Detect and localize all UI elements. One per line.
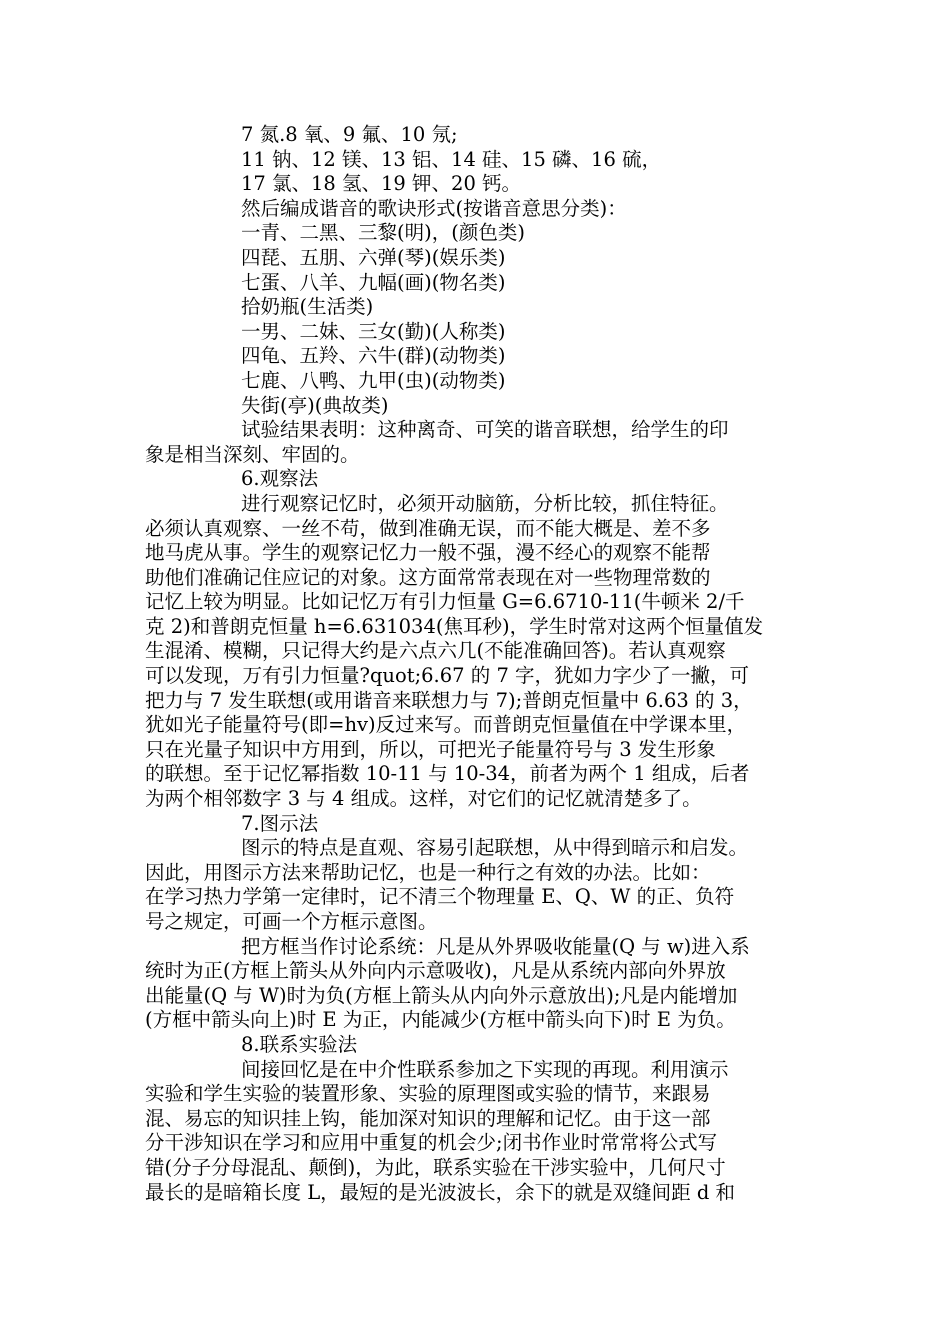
paragraph-line: 图示的特点是直观、容易引起联想，从中得到暗示和启发。 [241, 836, 749, 860]
list-line: 七蛋、八羊、九幅(画)(物名类) [241, 270, 506, 294]
paragraph-line: 混、易忘的知识挂上钩，能加深对知识的理解和记忆。由于这一部 [145, 1106, 711, 1130]
section-heading-6: 6.观察法 [241, 467, 319, 491]
section-7-paragraph-a [145, 836, 805, 934]
list-line: 失街(亭)(典故类) [241, 393, 389, 417]
paragraph-line: 错(分子分母混乱、颠倒)，为此，联系实验在干涉实验中，几何尺寸 [145, 1155, 726, 1179]
paragraph-line: 进行观察记忆时，必须开动脑筋，分析比较，抓住特征。 [241, 491, 729, 515]
section-heading-8: 8.联系实验法 [241, 1032, 358, 1056]
paragraph-line: 间接回忆是在中介性联系参加之下实现的再现。利用演示 [241, 1057, 729, 1081]
element-list [145, 123, 805, 418]
paragraph-line: 生混淆、模糊，只记得大约是六点六几(不能准确回答)。若认真观察 [145, 639, 726, 663]
list-line: 拾奶瓶(生活类) [241, 295, 374, 319]
paragraph-line: 在学习热力学第一定律时，记不清三个物理量 E、Q、W 的正、负符 [145, 885, 735, 909]
paragraph-line: 把力与 7 发生联想(或用谐音来联想力与 7);普朗克恒量中 6.63 的 3， [145, 688, 753, 712]
paragraph-line: 统时为正(方框上箭头从外向内示意吸收)，凡是从系统内部向外界放 [145, 959, 726, 983]
paragraph-line: 地马虎从事。学生的观察记忆力一般不强，漫不经心的观察不能帮 [145, 541, 711, 565]
section-6-paragraph [145, 492, 805, 812]
paragraph-line: 克 2)和普朗克恒量 h=6.631034(焦耳秒)，学生时常对这两个恒量值发 [145, 614, 764, 638]
list-line: 17 氯、18 氢、19 钾、20 钙。 [241, 172, 522, 196]
paragraph-line: 实验和学生实验的装置形象、实验的原理图或实验的情节，来跟易 [145, 1082, 711, 1106]
paragraph-line: 分干涉知识在学习和应用中重复的机会少;闭书作业时常常将公式写 [145, 1131, 718, 1155]
paragraph-line: 犹如光子能量符号(即=hv)反过来写。而普朗克恒量值在中学课本里， [145, 713, 747, 737]
section-heading-7: 7.图示法 [241, 811, 319, 835]
list-line: 七鹿、八鸭、九甲(虫)(动物类) [241, 368, 506, 392]
paragraph-line: 象是相当深刻、牢固的。 [145, 442, 360, 466]
paragraph-line: 必须认真观察、一丝不苟，做到准确无误，而不能大概是、差不多 [145, 516, 711, 540]
paragraph-line: 助他们准确记住应记的对象。这方面常常表现在对一些物理常数的 [145, 565, 711, 589]
document-page [145, 123, 805, 1205]
paragraph-line: 的联想。至于记忆幂指数 10-11 与 10-34，前者为两个 1 组成，后者 [145, 762, 750, 786]
list-line: 一男、二妹、三女(勤)(人称类) [241, 319, 506, 343]
list-line: 四龟、五羚、六牛(群)(动物类) [241, 344, 506, 368]
paragraph-line: 最长的是暗箱长度 L，最短的是光波波长，余下的就是双缝间距 d 和 [145, 1180, 736, 1204]
list-line: 四琵、五朋、六弹(琴)(娱乐类) [241, 245, 506, 269]
list-line: 11 钠、12 镁、13 铝、14 硅、15 磷、16 硫， [241, 147, 662, 171]
result-paragraph [145, 418, 805, 467]
paragraph-line: 出能量(Q 与 W)时为负(方框上箭头从内向外示意放出);凡是内能增加 [145, 983, 738, 1007]
paragraph-line: 只在光量子知识中方用到，所以，可把光子能量符号与 3 发生形象 [145, 737, 716, 761]
list-line: 然后编成谐音的歌诀形式(按谐音意思分类)： [241, 196, 627, 220]
paragraph-line: 为两个相邻数字 3 与 4 组成。这样，对它们的记忆就清楚多了。 [145, 787, 702, 811]
paragraph-line: 把方框当作讨论系统：凡是从外界吸收能量(Q 与 w)进入系 [241, 934, 750, 958]
section-7-paragraph-b [145, 935, 805, 1033]
section-8-paragraph [145, 1058, 805, 1206]
paragraph-line: 记忆上较为明显。比如记忆万有引力恒量 G=6.6710-11(牛顿米 2/千 [145, 590, 745, 614]
paragraph-line: 号之规定，可画一个方框示意图。 [145, 910, 438, 933]
paragraph-line: (方框中箭头向上)时 E 为正，内能减少(方框中箭头向下)时 E 为负。 [145, 1008, 736, 1032]
paragraph-line: 试验结果表明：这种离奇、可笑的谐音联想，给学生的印 [241, 418, 729, 442]
paragraph-line: 可以发现，万有引力恒量?quot;6.67 的 7 字，犹如力字少了一撇，可 [145, 664, 750, 688]
paragraph-line: 因此，用图示方法来帮助记忆，也是一种行之有效的办法。比如： [145, 860, 711, 884]
list-line: 一青、二黑、三黎(明)，(颜色类) [241, 221, 525, 245]
list-line: 7 氮.8 氧、9 氟、10 氖; [241, 123, 458, 146]
